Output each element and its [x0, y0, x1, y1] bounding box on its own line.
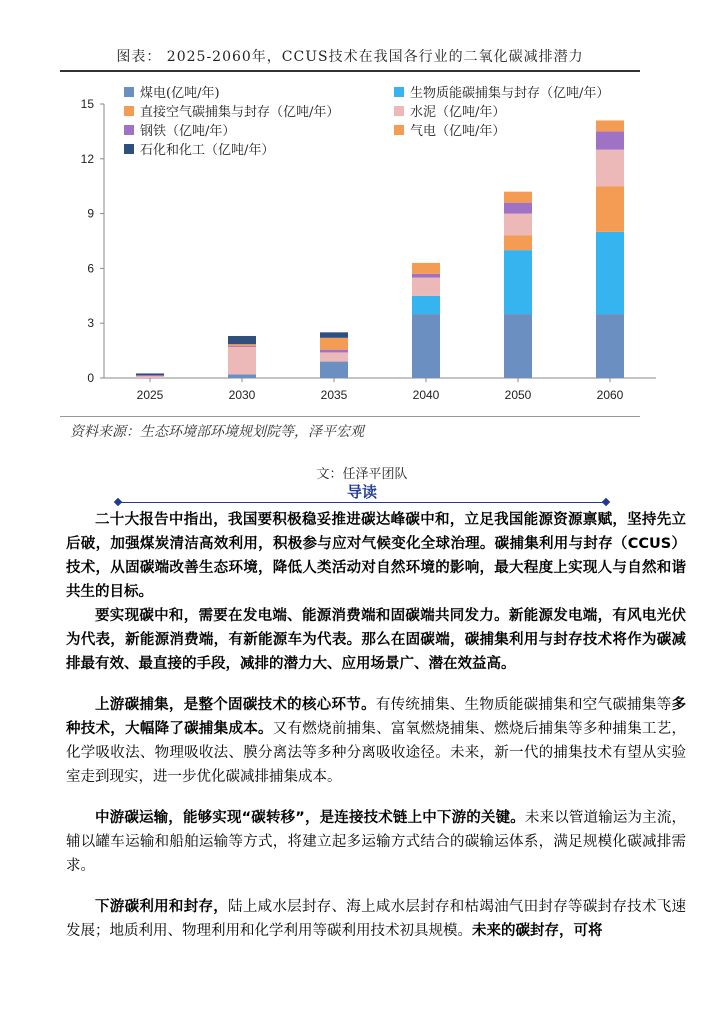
x-tick-label: 2030	[228, 388, 256, 402]
paragraph-5	[66, 895, 686, 943]
bar-segment	[136, 376, 164, 378]
chart-source: 资料来源：生态环境部环境规划院等，泽平宏观	[70, 424, 364, 440]
bar-segment	[320, 338, 348, 350]
figure-caption: 图表： 2025-2060年，CCUS技术在我国各行业的二氧化碳减排潜力	[116, 49, 584, 65]
legend-swatch	[124, 144, 134, 154]
legend-swatch	[394, 87, 404, 97]
legend-label: 钢铁（亿吨/年）	[140, 124, 236, 139]
guide-header	[118, 481, 606, 505]
bar-segment	[412, 263, 440, 274]
x-tick-label: 2060	[596, 388, 624, 402]
y-tick-label: 15	[80, 97, 94, 111]
bar-segment	[228, 344, 256, 346]
y-tick-label: 6	[87, 261, 94, 276]
legend-swatch	[124, 106, 134, 116]
bar-segment	[320, 362, 348, 378]
text-run: 要实现碳中和，需要在发电端、能源消费端和固碳端共同发力。新能源发电端，有风电光伏为代表，新能源消费端，有新能源车为代表。那么在固碳端，碳捕集利用与封存技术将作为碳减排最有效、最直接的手段，减排的潜力大、应用场景广、潜在效益高。	[66, 608, 686, 672]
legend-label: 水泥（亿吨/年）	[410, 105, 506, 120]
legend-label: 煤电(亿吨/年)	[140, 86, 220, 101]
x-tick-label: 2050	[504, 388, 532, 402]
bar-segment	[504, 214, 532, 236]
text-run: 有传统捕集、生物质能碳捕集和空气碳捕集等	[375, 697, 672, 713]
author-line: 文：任泽平团队	[316, 467, 408, 482]
bar-segment	[596, 232, 624, 314]
paragraph-1	[66, 508, 686, 604]
bar-segment	[136, 373, 164, 375]
legend-swatch	[124, 87, 134, 97]
bar-segment	[228, 336, 256, 344]
bar-segment	[228, 347, 256, 374]
bar-segment	[504, 236, 532, 251]
bar-segment	[412, 274, 440, 278]
bar-segment	[412, 278, 440, 296]
paragraph-3	[66, 693, 686, 789]
text-run: 中游碳运输，能够实现“碳转移”，是连接技术链上中下游的关键。	[95, 810, 525, 826]
bar-segment	[504, 250, 532, 314]
text-run: 陆上咸水层封存、海上咸水层封存和枯竭油气田封存等碳封存技术飞速发展；地质利用、物理利用和化学利用等碳利用技术初具规模。	[66, 899, 687, 939]
bar-segment	[596, 120, 624, 131]
guide-divider	[118, 502, 606, 503]
legend-label: 直接空气碳捕集与封存（亿吨/年）	[140, 105, 340, 120]
paragraph-4	[66, 806, 686, 878]
bar-segment	[596, 131, 624, 149]
source-divider	[60, 416, 640, 417]
legend-swatch	[394, 106, 404, 116]
legend-label: 生物质能碳捕集与封存（亿吨/年）	[410, 86, 610, 101]
bar-segment	[596, 150, 624, 187]
bar-segment	[504, 314, 532, 378]
bar-segment	[228, 374, 256, 378]
x-tick-label: 2040	[412, 388, 440, 402]
stacked-bar-chart	[60, 84, 660, 414]
bar-segment	[320, 352, 348, 361]
x-tick-label: 2035	[320, 388, 348, 402]
y-tick-label: 12	[80, 151, 94, 166]
y-tick-label: 0	[87, 371, 94, 385]
bar-segment	[228, 346, 256, 347]
legend-label: 气电（亿吨/年）	[410, 124, 506, 139]
x-tick-label: 2025	[136, 388, 164, 402]
text-run: 上游碳捕集，是整个固碳技术的核心环节。	[95, 697, 376, 713]
text-run: 下游碳利用和封存，	[95, 899, 229, 915]
y-tick-label: 3	[87, 316, 94, 331]
legend-swatch	[394, 125, 404, 135]
bar-segment	[320, 350, 348, 353]
bar-segment	[412, 296, 440, 314]
bar-segment	[596, 314, 624, 378]
text-run: 未来以管道输运为主流，辅以罐车运输和船舶运输等方式，将建立起多运输方式结合的碳输运体系，满足规模化碳减排需求。	[66, 810, 686, 874]
bar-segment	[504, 192, 532, 203]
caption-divider	[60, 70, 640, 72]
text-run: 二十大报告中指出，我国要积极稳妥推进碳达峰碳中和，立足我国能源资源禀赋，坚持先立后破，加强煤炭清洁高效利用，积极参与应对气候变化全球治理。碳捕集利用与封存（CCUS）技术，从固碳端改善生态环境，降低人类活动对自然环境的影响，最大程度上实现人与自然和谐共生的目标。	[66, 512, 686, 600]
text-run: 未来的碳封存，可将	[472, 923, 603, 939]
legend-label: 石化和化工（亿吨/年）	[140, 143, 275, 158]
bar-segment	[412, 314, 440, 378]
text-run: 多种技术，大幅降了碳捕集成本。	[66, 697, 686, 737]
bar-segment	[504, 203, 532, 214]
legend-swatch	[124, 125, 134, 135]
guide-title: 导读	[346, 483, 377, 501]
paragraph-2	[66, 604, 686, 676]
bar-segment	[136, 375, 164, 376]
bar-segment	[320, 332, 348, 337]
y-tick-label: 9	[87, 206, 94, 221]
bar-segment	[596, 186, 624, 232]
text-run: 又有燃烧前捕集、富氧燃烧捕集、燃烧后捕集等多种捕集工艺，化学吸收法、物理吸收法、膜分离法等多种分离吸收途径。未来，新一代的捕集技术有望从实验室走到现实，进一步优化碳减排捕集成本。	[66, 721, 687, 785]
